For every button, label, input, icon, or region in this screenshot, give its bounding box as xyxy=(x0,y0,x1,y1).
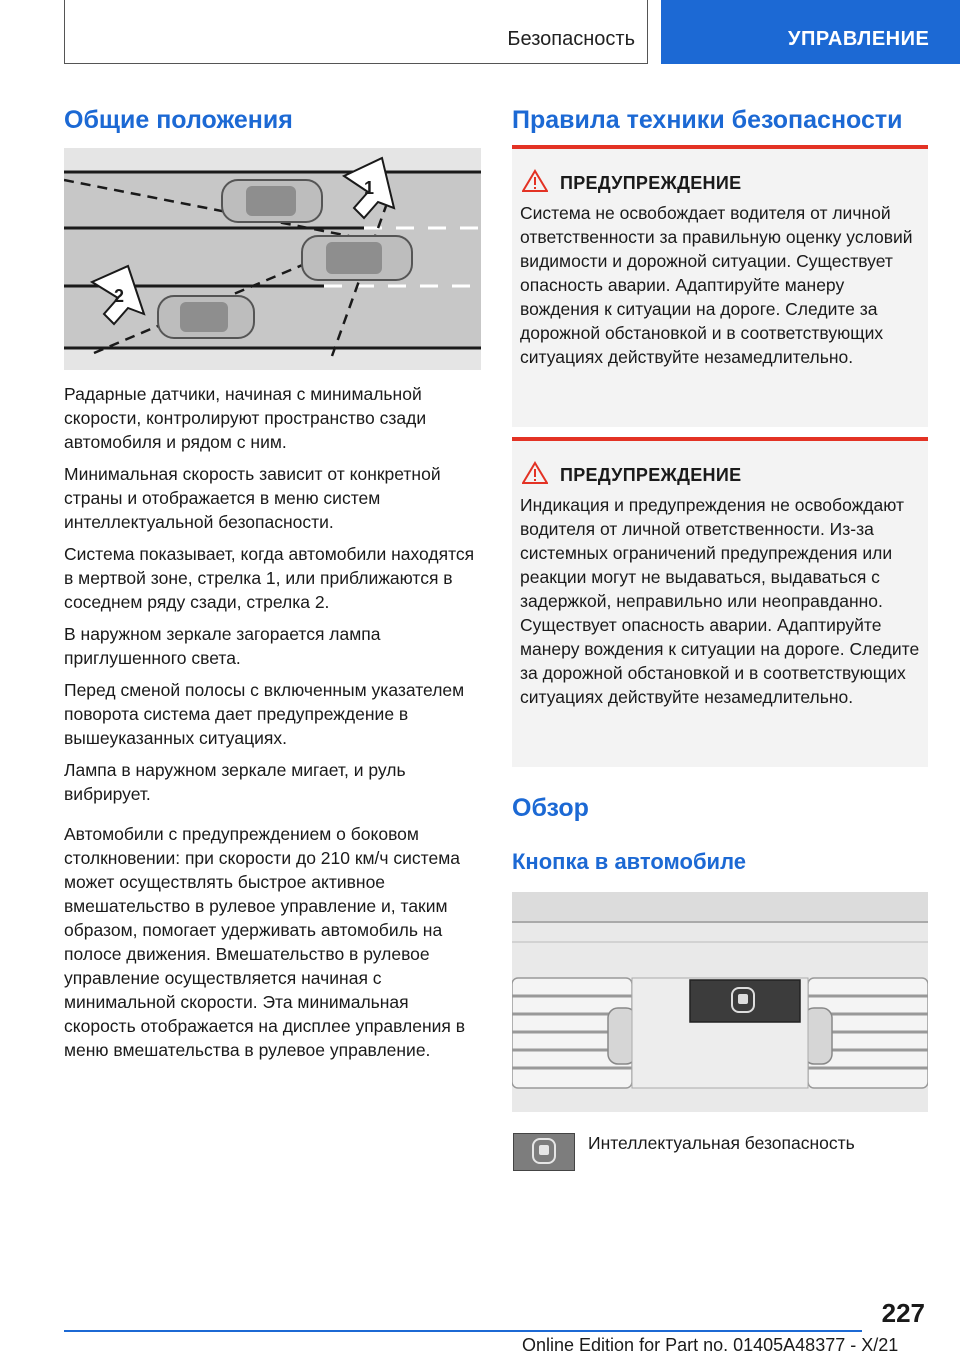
header-chapter-label: УПРАВЛЕНИЕ xyxy=(788,28,930,50)
arrow-1-label: 1 xyxy=(364,178,375,198)
paragraph: Радарные датчики, начиная с минимальной скорости, контролируют пространство сзади автомобиля и рядом с ним. xyxy=(64,384,427,452)
car-top-icon xyxy=(222,180,322,222)
warning-title: ПРЕДУПРЕЖДЕНИЕ xyxy=(560,173,742,193)
warning-triangle-icon xyxy=(522,461,548,485)
paragraph: Автомобили с предупреждением о боковом столкновении: при скорости до 210 км/ч система может осуществлять быстрое активное вмешательство в рулевое управление и, таким образом, помогает удерживать автомобиль на полосе движения. Вмешательство в рулевое управление осуществляется начиная с минимальной скорости. Эта минимальная скорость отображается на дисплее управления в меню вмешательства в рулевое управление. xyxy=(64,824,466,1060)
blind-spot-illustration xyxy=(64,148,481,370)
arrow-2-label: 2 xyxy=(114,286,125,306)
warning-title: ПРЕДУПРЕЖДЕНИЕ xyxy=(560,465,742,485)
general-heading: Общие положения xyxy=(64,106,293,134)
safety-heading: Правила техники безопасности xyxy=(512,106,903,134)
header-chapter-tab[interactable] xyxy=(661,0,960,64)
paragraph: В наружном зеркале загорается лампа приглушенного света. xyxy=(64,624,381,668)
blind-spot-figure xyxy=(64,148,481,370)
car-middle-icon xyxy=(302,236,412,280)
header-section-box xyxy=(64,0,648,64)
paragraph: Минимальная скорость зависит от конкретной страны и отображается в меню систем интеллектуальной безопасности. xyxy=(64,464,441,532)
warning-box xyxy=(512,437,928,767)
header-section-title: Безопасность xyxy=(507,28,635,50)
button-heading: Кнопка в автомобиле xyxy=(512,849,746,874)
warning-box xyxy=(512,145,928,427)
general-body xyxy=(64,382,484,1070)
page-number: 227 xyxy=(881,1298,925,1328)
warning-text: Система не освобождает водителя от личной ответственности за правильную оценку условий видимости и дорожной ситуации. Существует опасность аварии. Адаптируйте манеру вождения к ситуации на дороге. Следите за дорожной обстановкой и в соответствующих ситуациях действуйте незамедлительно. xyxy=(520,203,913,367)
dashboard-illustration xyxy=(512,892,928,1112)
intelligent-safety-button-icon xyxy=(513,1133,575,1171)
footer-rule xyxy=(64,1330,862,1332)
warning-text: Индикация и предупреждения не освобождают водителя от личной ответственности. Из-за системных ограничений предупреждения или реакции могут не выдаваться, выдаваться с задержкой, неправильно или неоправданно. Существует опасность аварии. Адаптируйте манеру вождения к ситуации на дороге. Следите за дорожной обстановкой и в соответствующих ситуациях действуйте незамедлительно. xyxy=(520,495,920,707)
safety-button-icon xyxy=(690,980,800,1022)
car-bottom-icon xyxy=(158,296,254,338)
paragraph: Лампа в наружном зеркале мигает, и руль вибрирует. xyxy=(64,760,406,804)
button-location-figure xyxy=(512,892,928,1112)
warning-triangle-icon xyxy=(522,169,548,193)
paragraph: Перед сменой полосы с включенным указателем поворота система дает предупреждение в вышеуказанных ситуациях. xyxy=(64,680,465,748)
icon-caption: Интеллектуальная безопасность xyxy=(588,1133,855,1153)
footer-edition: Online Edition for Part no. 01405A48377 - X/21 xyxy=(522,1335,899,1355)
overview-heading: Обзор xyxy=(512,794,589,822)
paragraph: Система показывает, когда автомобили находятся в мертвой зоне, стрелка 1, или приближаются в соседнем ряду сзади, стрелка 2. xyxy=(64,544,475,612)
